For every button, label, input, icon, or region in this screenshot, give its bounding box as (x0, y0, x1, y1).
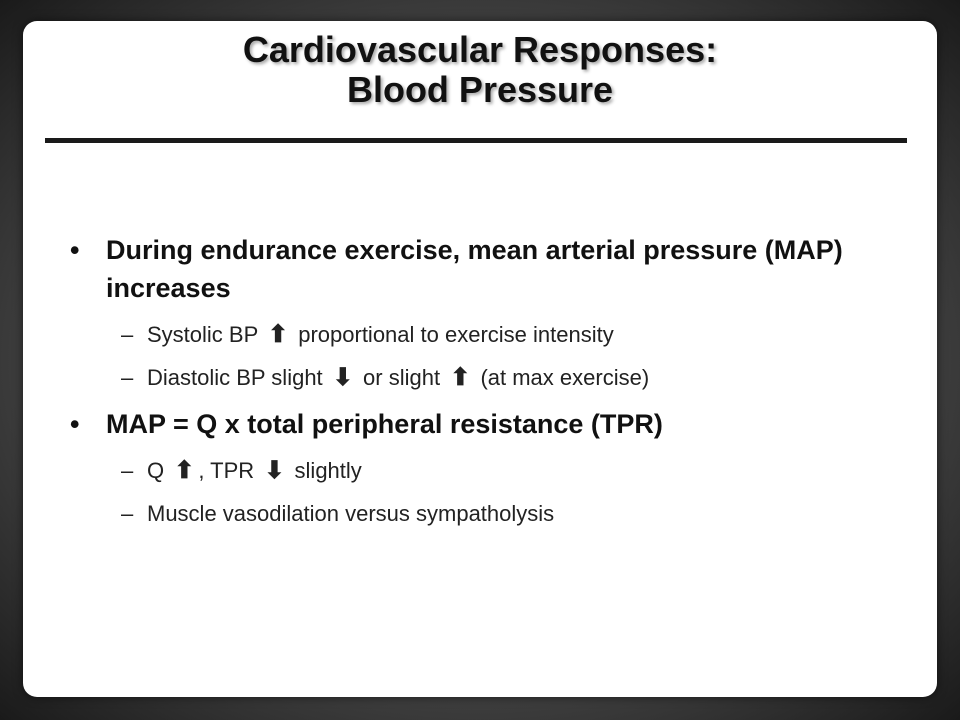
slide-title (23, 30, 937, 110)
sub-bullet-marker: – (121, 501, 134, 526)
sub-text-part: , TPR (198, 458, 255, 483)
bullet-marker: • (70, 235, 80, 265)
sub-bullet-marker: – (121, 458, 134, 483)
bullet-text: During endurance exercise, mean arterial pressure (MAP) increases (106, 235, 843, 303)
sub-text-part: Q (147, 458, 165, 483)
up-arrow-icon: ⬆ (267, 321, 289, 348)
sub-bullet-q-tpr (70, 456, 910, 486)
sub-text-part: or slight (363, 365, 441, 390)
slide (23, 21, 937, 697)
bullet-marker: • (70, 409, 80, 439)
sub-bullet-vasodilation (70, 499, 910, 529)
bullet-map-increase (70, 231, 910, 307)
sub-text-part: Muscle vasodilation versus sympatholysis (147, 501, 555, 526)
sub-text-part: (at max exercise) (480, 365, 650, 390)
sub-bullet-marker: – (121, 322, 134, 347)
down-arrow-icon: ⬇ (264, 457, 285, 484)
down-arrow-icon: ⬇ (332, 364, 353, 391)
title-divider (45, 138, 907, 143)
title-line-2: Blood Pressure (346, 69, 614, 110)
up-arrow-icon: ⬆ (450, 364, 471, 391)
bullet-map-formula (70, 405, 910, 443)
sub-text-part: Diastolic BP slight (147, 365, 323, 390)
sub-text-part: proportional to exercise intensity (298, 322, 614, 347)
sub-bullet-marker: – (121, 365, 134, 390)
title-line-1: Cardiovascular Responses: (242, 29, 718, 70)
slide-content (70, 221, 910, 529)
sub-bullet-systolic (70, 320, 910, 350)
up-arrow-icon: ⬆ (174, 457, 195, 484)
bullet-text: MAP = Q x total peripheral resistance (TPR) (106, 409, 663, 439)
sub-text-part: slightly (294, 458, 362, 483)
sub-bullet-diastolic (70, 363, 910, 393)
sub-text-part: Systolic BP (147, 322, 258, 347)
